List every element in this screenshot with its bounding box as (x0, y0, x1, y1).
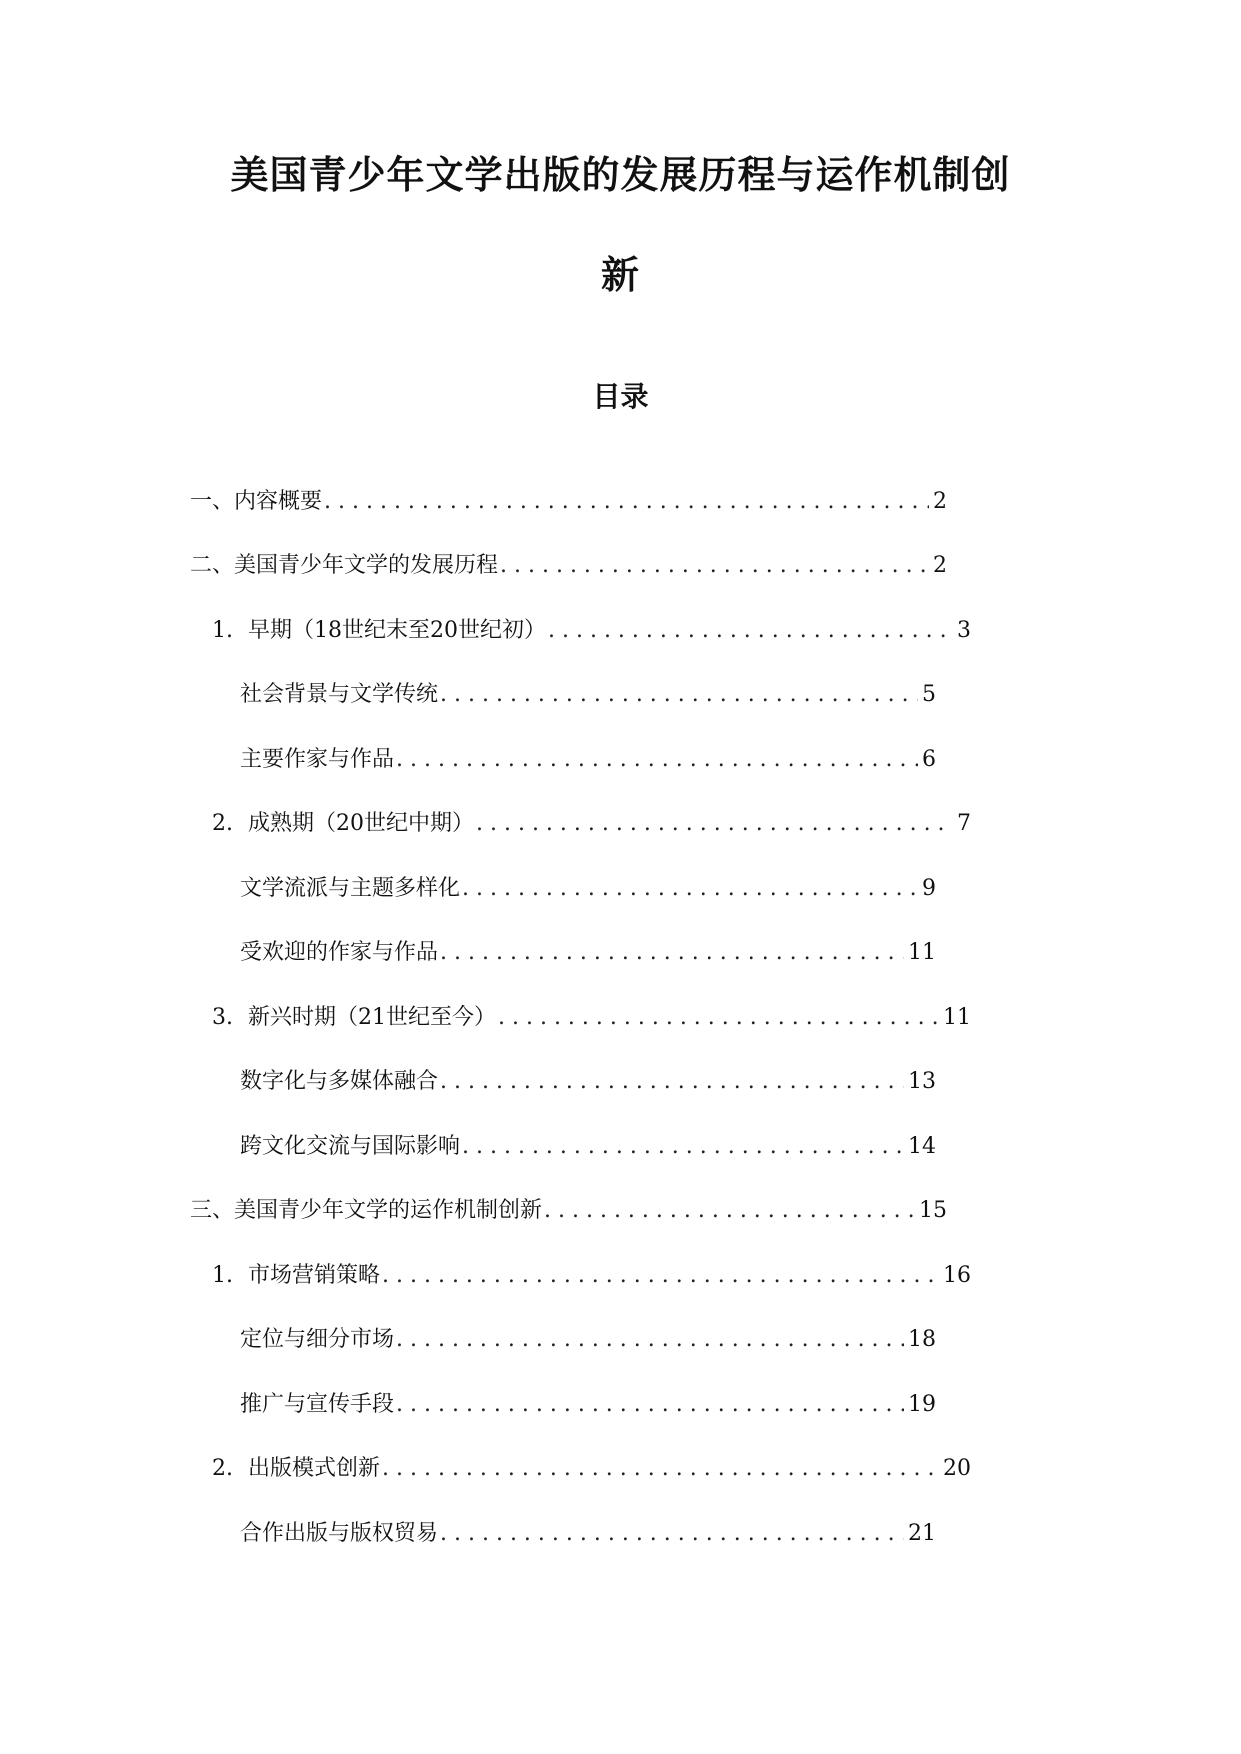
toc-entry-number: 1. (212, 618, 233, 643)
toc-entry-level3[interactable] (240, 1066, 936, 1098)
toc-page-number: 6 (922, 747, 936, 772)
toc-dot-leader (324, 486, 929, 518)
toc-dot-leader (440, 937, 904, 969)
toc-entry-label: 新兴时期（21世纪至今） (248, 1005, 496, 1030)
toc-dot-leader (462, 873, 918, 905)
toc-entry-label: 社会背景与文学传统 (240, 682, 439, 707)
toc-page-number: 19 (908, 1392, 936, 1417)
toc-dot-leader (476, 808, 953, 840)
toc-entry-label: 推广与宣传手段 (240, 1392, 395, 1417)
toc-entry-label: 数字化与多媒体融合 (240, 1069, 439, 1094)
toc-page-number: 18 (908, 1327, 936, 1352)
toc-dot-leader (462, 1131, 904, 1163)
toc-entry-level2[interactable] (212, 1260, 971, 1292)
toc-page-number: 13 (908, 1069, 936, 1094)
toc-dot-leader (498, 1002, 939, 1034)
toc-entry-label: 早期（18世纪末至20世纪初） (248, 618, 546, 643)
toc-dot-leader (382, 1453, 939, 1485)
toc-page-number: 21 (908, 1521, 936, 1546)
toc-entry-level3[interactable] (240, 1518, 936, 1550)
toc-entry-number: 2. (212, 811, 233, 836)
toc-page-number: 14 (908, 1134, 936, 1159)
toc-dot-leader (440, 679, 918, 711)
toc-page-number: 3 (957, 618, 971, 643)
toc-page-number: 9 (922, 876, 936, 901)
toc-entry-number: 1. (212, 1263, 233, 1288)
toc-entry-label: 合作出版与版权贸易 (240, 1521, 439, 1546)
toc-dot-leader (440, 1066, 904, 1098)
toc-entry-label: 二、美国青少年文学的发展历程 (190, 553, 499, 578)
toc-entry-level3[interactable] (240, 679, 936, 711)
toc-page-number: 16 (943, 1263, 971, 1288)
toc-dot-leader (396, 744, 918, 776)
toc-dot-leader (500, 550, 929, 582)
toc-entry-label: 主要作家与作品 (240, 747, 395, 772)
toc-entry-number: 3. (212, 1005, 233, 1030)
toc-dot-leader (396, 1324, 904, 1356)
toc-entry-level3[interactable] (240, 873, 936, 905)
toc-page-number: 15 (919, 1198, 947, 1223)
toc-entry-number: 2. (212, 1456, 233, 1481)
toc-page-number: 11 (943, 1005, 971, 1030)
document-title-line-2: 新 (600, 253, 640, 297)
toc-entry-level1[interactable] (190, 550, 947, 582)
toc-dot-leader (544, 1195, 915, 1227)
toc-entry-label: 受欢迎的作家与作品 (240, 940, 439, 965)
toc-page-number: 20 (943, 1456, 971, 1481)
toc-dot-leader (440, 1518, 904, 1550)
toc-page-number: 11 (908, 940, 936, 965)
toc-entry-level3[interactable] (240, 1324, 936, 1356)
toc-entry-level2[interactable] (212, 615, 971, 647)
toc-entry-label: 三、美国青少年文学的运作机制创新 (190, 1198, 543, 1223)
toc-entry-level3[interactable] (240, 744, 936, 776)
toc-page-number: 7 (957, 811, 971, 836)
toc-entry-label: 成熟期（20世纪中期） (248, 811, 474, 836)
toc-dot-leader (396, 1389, 904, 1421)
toc-entry-label: 定位与细分市场 (240, 1327, 395, 1352)
toc-entry-level1[interactable] (190, 486, 947, 518)
toc-page-number: 2 (933, 553, 947, 578)
toc-heading: 目录 (592, 380, 649, 413)
toc-page-number: 2 (933, 489, 947, 514)
toc-entry-level1[interactable] (190, 1195, 947, 1227)
document-title-line-1: 美国青少年文学出版的发展历程与运作机制创 (230, 153, 1011, 197)
toc-entry-level2[interactable] (212, 808, 971, 840)
toc-entry-level3[interactable] (240, 1131, 936, 1163)
toc-entry-level2[interactable] (212, 1002, 971, 1034)
toc-entry-level2[interactable] (212, 1453, 971, 1485)
toc-entry-label: 跨文化交流与国际影响 (240, 1134, 461, 1159)
toc-entry-label: 市场营销策略 (248, 1263, 381, 1288)
toc-entry-level3[interactable] (240, 937, 936, 969)
toc-entry-level3[interactable] (240, 1389, 936, 1421)
toc-dot-leader (548, 615, 953, 647)
toc-entry-label: 文学流派与主题多样化 (240, 876, 461, 901)
toc-dot-leader (382, 1260, 939, 1292)
toc-page-number: 5 (922, 682, 936, 707)
toc-entry-label: 出版模式创新 (248, 1456, 381, 1481)
toc-entry-label: 一、内容概要 (190, 489, 323, 514)
